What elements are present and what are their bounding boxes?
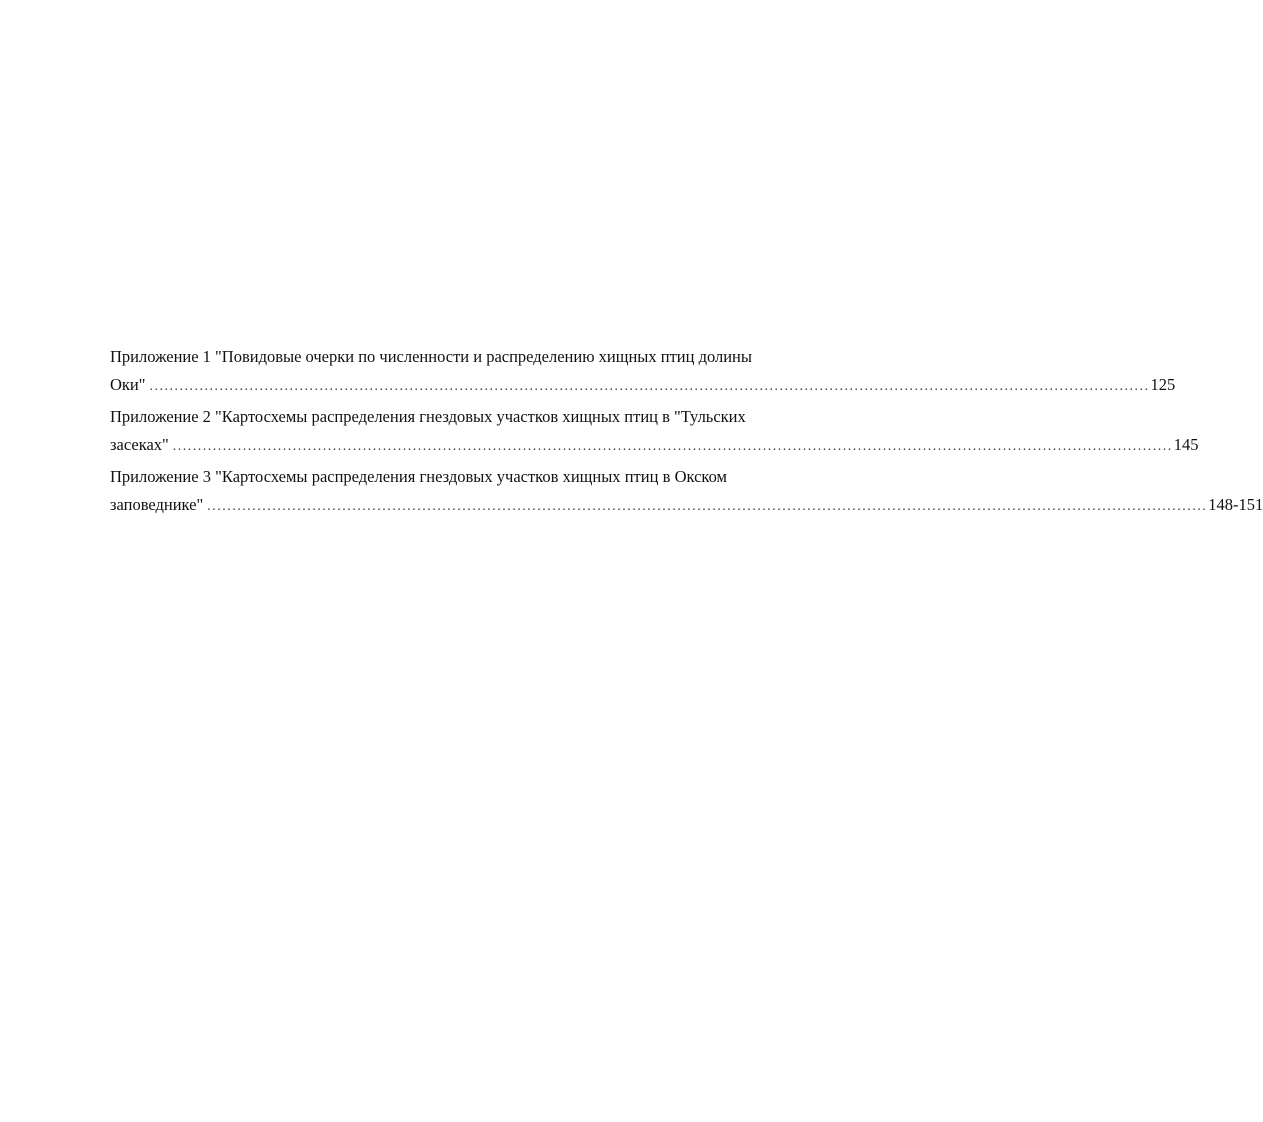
dot-leader: ........................................................................................................................................................................................................	[172, 439, 1173, 454]
toc-entry-title-end: заповеднике"	[110, 495, 204, 514]
toc-page-number: 125	[1150, 375, 1176, 394]
toc-entry-title: Приложение 2 "Картосхемы распределения гнездовых участков хищных птиц в "Тульских	[110, 407, 746, 426]
toc-entry-title-end: засеках"	[110, 435, 169, 454]
toc-page-number: 148-151	[1208, 495, 1263, 514]
toc-entry-appendix-2	[110, 403, 1199, 459]
toc-entry-title: Приложение 3 "Картосхемы распределения гнездовых участков хищных птиц в Окском	[110, 467, 727, 486]
toc-entry-title-end: Оки"	[110, 375, 146, 394]
toc-entry-leader-line	[110, 491, 1263, 519]
toc-entry-appendix-3	[110, 463, 1263, 519]
dot-leader: ........................................................................................................................................................................................................	[207, 499, 1208, 514]
toc-entry-leader-line	[110, 431, 1199, 459]
toc-entry-leader-line	[110, 371, 1176, 399]
toc-entry-title: Приложение 1 "Повидовые очерки по численности и распределению хищных птиц долины	[110, 347, 752, 366]
dot-leader: ........................................................................................................................................................................................................	[149, 379, 1150, 394]
toc-entry-appendix-1	[110, 343, 1176, 399]
table-of-contents	[110, 343, 1263, 523]
toc-page-number: 145	[1173, 435, 1199, 454]
